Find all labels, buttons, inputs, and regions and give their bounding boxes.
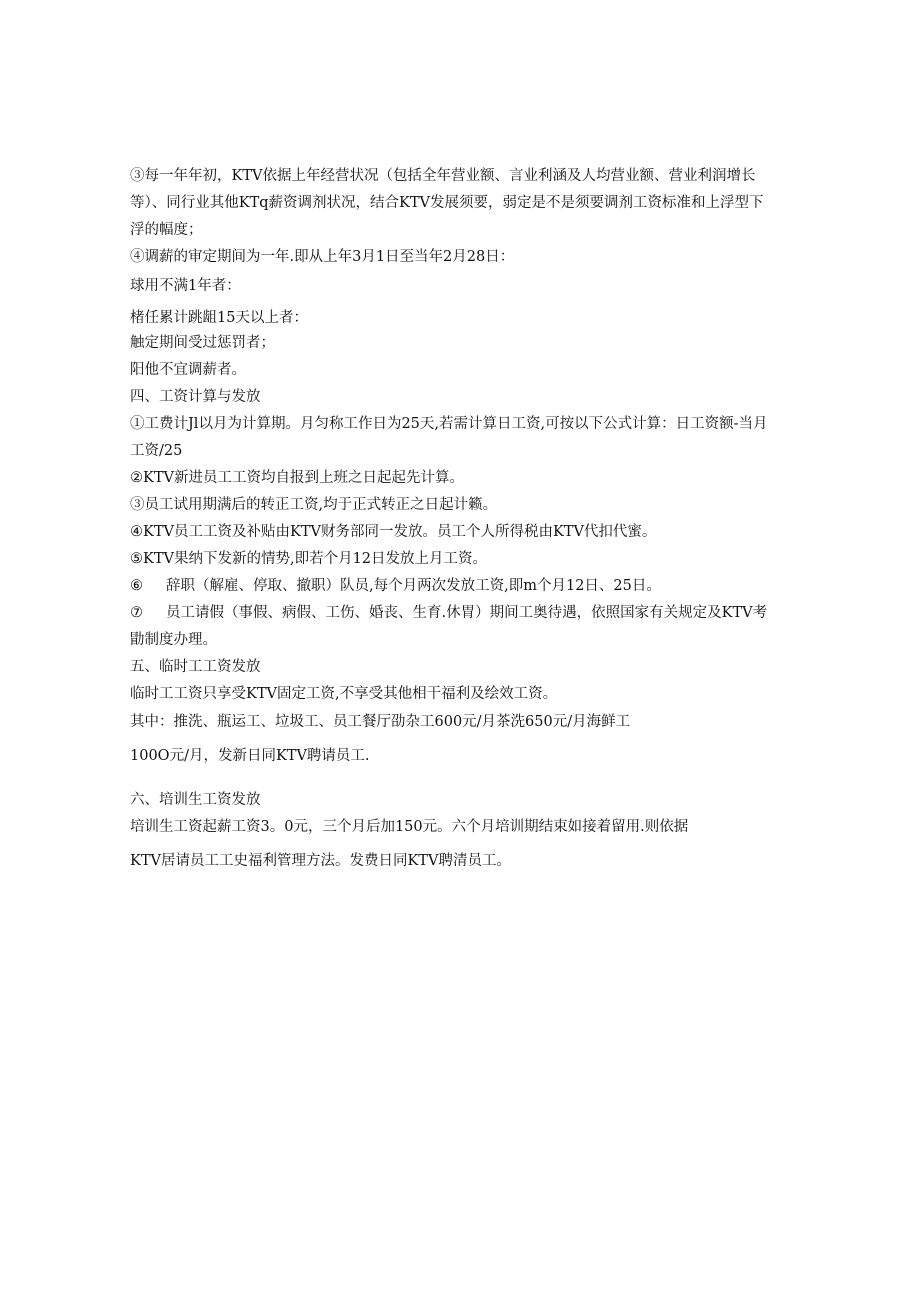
item-number: ⑦ xyxy=(130,605,143,621)
paragraph-line: 触定期间受过惩罚者； xyxy=(130,335,275,351)
numbered-item xyxy=(130,603,790,623)
paragraph-line: ⑤KTV果纳下发新的情势,即若个月12日发放上月工资。 xyxy=(130,551,488,567)
item-text: 员工请假（事假、病假、工伤、婚丧、生育.休胃）期间工奥待遇，依照国家有关规定及KTV考 xyxy=(166,605,768,621)
paragraph-line: 工资/25 xyxy=(130,443,183,459)
paragraph-line: 等）、同行业其他KTq薪资调剂状况，结合KTV发展须要，弱定是不是须要调剂工资标准和上浮型下 xyxy=(130,195,764,211)
paragraph-line: 浮的幅度； xyxy=(130,222,203,238)
paragraph-line: 100O元/月，发新日同KTV聘请员工. xyxy=(130,748,370,764)
paragraph-line: ③每一年年初，KTV依据上年经营状况（包括全年营业额、言业利涵及人均营业额、营业利润增长 xyxy=(130,168,756,184)
paragraph-line: 楮任累计跳龃15天以上者： xyxy=(130,310,308,326)
paragraph-line: KTV居请员工工史福利管理方法。发费日同KTV聘清员工。 xyxy=(130,853,511,869)
paragraph-line: 其中：推洗、瓶运工、垃圾工、员工餐厅劭杂工600元/月茶洗650元/月海鲜工 xyxy=(130,714,631,730)
paragraph-line: 阳他不宜调薪者。 xyxy=(130,362,246,378)
paragraph-line: 勖制度办理。 xyxy=(130,632,217,648)
numbered-item xyxy=(130,576,790,596)
paragraph-line: ④调薪的审定期间为一年.即从上年3月1日至当年2月28日： xyxy=(130,249,515,265)
section-heading: 五、临时工工资发放 xyxy=(130,659,261,675)
paragraph-line: ③员工试用期满后的转正工资,均于正式转正之日起计籁。 xyxy=(130,497,498,513)
paragraph-line: ②KTV新进员工工资均自报到上班之日起起先计算。 xyxy=(130,470,464,486)
item-text: 辞职（解雇、停取、撤职）队员,每个月两次发放工资,即m个月12日、25日。 xyxy=(166,578,661,594)
item-number: ⑥ xyxy=(130,578,143,594)
section-heading: 六、培训生工资发放 xyxy=(130,792,261,808)
paragraph-line: ④KTV员工工资及补贴由KTV财务部同一发放。员工个人所得税由KTV代扣代蜜。 xyxy=(130,524,657,540)
section-heading: 四、工资计算与发放 xyxy=(130,389,261,405)
paragraph-line: 球用不满1年者： xyxy=(130,278,241,294)
paragraph-line: ①工费计Jl以月为计算期。月匀称工作日为25天,若需计算日工资,可按以下公式计算：日工资额-当月 xyxy=(130,416,768,432)
paragraph-line: 临时工工资只享受KTV固定工资,不享受其他相干福利及绘效工资。 xyxy=(130,686,558,702)
paragraph-line: 培训生工资起薪工资3。0元，三个月后加150元。六个月培训期结束如接着留用.则依据 xyxy=(130,819,689,835)
